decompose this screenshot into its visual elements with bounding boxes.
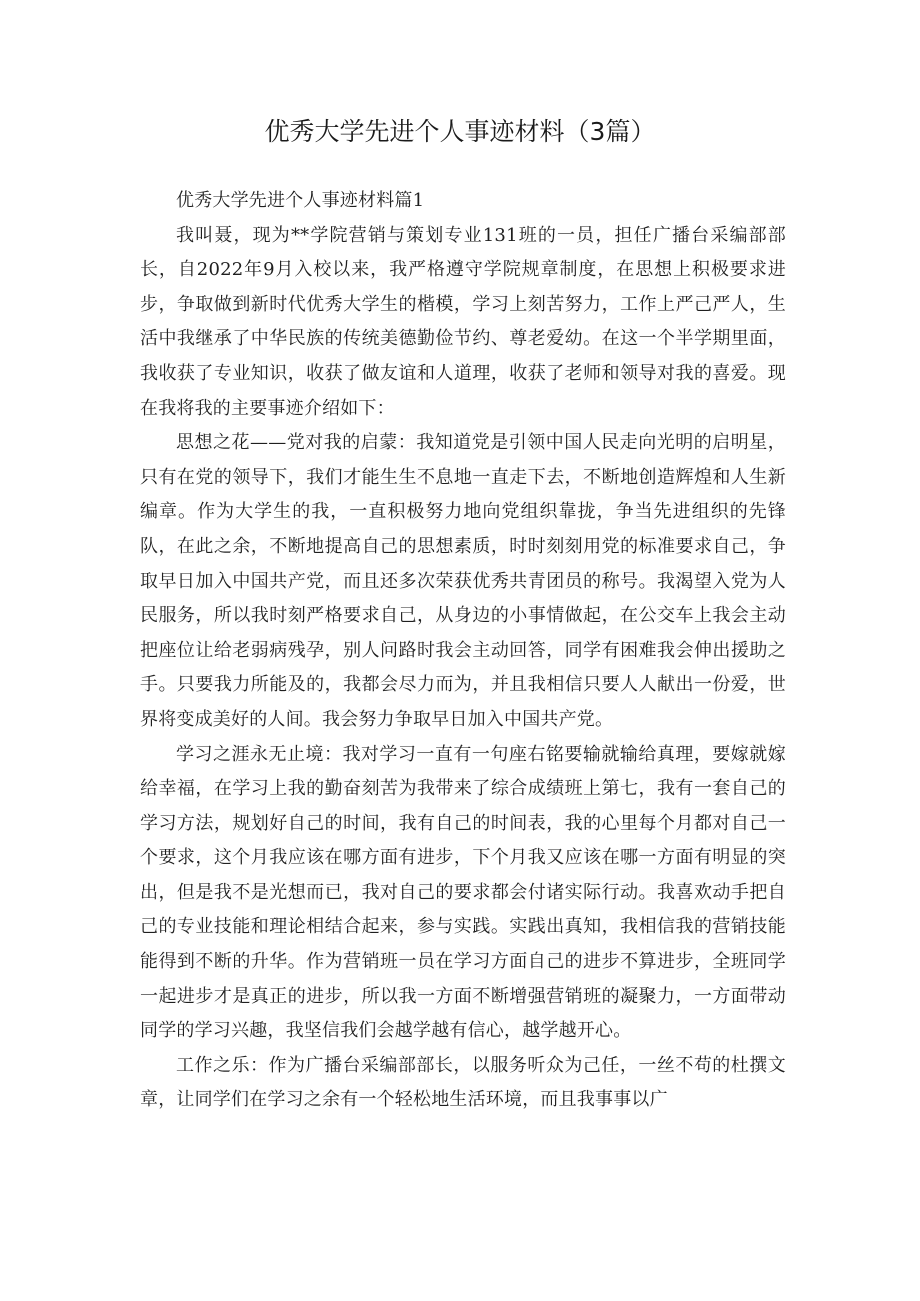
body-paragraph: 工作之乐：作为广播台采编部部长，以服务听众为己任，一丝不苟的杜撰文章，让同学们在学习之余有一个轻松地生活环境，而且我事事以广 [140,1054,786,1111]
body-paragraph: 我叫聂，现为**学院营销与策划专业131班的一员，担任广播台采编部部长，自2022年9月入校以来，我严格遵守学院规章制度，在思想上积极要求进步，争取做到新时代优秀大学生的楷模，学习上刻苦努力，工作上严己严人，生活中我继承了中华民族的传统美德勤俭节约、尊老爱幼。在这一个半学期里面，我收获了专业知识，收获了做友谊和人道理，收获了老师和领导对我的喜爱。现在我将我的主要事迹介绍如下： [140,224,786,419]
document-body [140,184,786,1118]
body-paragraph: 思想之花——党对我的启蒙：我知道党是引领中国人民走向光明的启明星，只有在党的领导下，我们才能生生不息地一直走下去，不断地创造辉煌和人生新编章。作为大学生的我，一直积极努力地向党组织靠拢，争当先进组织的先锋队，在此之余，不断地提高自己的思想素质，时时刻刻用党的标准要求自己，争取早日加入中国共产党，而且还多次荣获优秀共青团员的称号。我渴望入党为人民服务，所以我时刻严格要求自己，从身边的小事情做起，在公交车上我会主动把座位让给老弱病残孕，别人问路时我会主动回答，同学有困难我会伸出援助之手。只要我力所能及的，我都会尽力而为，并且我相信只要人人献出一份爱，世界将变成美好的人间。我会努力争取早日加入中国共产党。 [140,432,786,730]
section-heading: 优秀大学先进个人事迹材料篇1 [176,190,425,211]
body-paragraph: 学习之涯永无止境：我对学习一直有一句座右铭要输就输给真理，要嫁就嫁给幸福，在学习上我的勤奋刻苦为我带来了综合成绩班上第七，我有一套自己的学习方法，规划好自己的时间，我有自己的时间表，我的心里每个月都对自己一个要求，这个月我应该在哪方面有进步，下个月我又应该在哪一方面有明显的突出，但是我不是光想而已，我对自己的要求都会付诸实际行动。我喜欢动手把自己的专业技能和理论相结合起来，参与实践。实践出真知，我相信我的营销技能能得到不断的升华。作为营销班一员在学习方面自己的进步不算进步，全班同学一起进步才是真正的进步，所以我一方面不断增强营销班的凝聚力，一方面带动同学的学习兴趣，我坚信我们会越学越有信心，越学越开心。 [140,743,786,1042]
document-title: 优秀大学先进个人事迹材料（3篇） [264,117,656,146]
